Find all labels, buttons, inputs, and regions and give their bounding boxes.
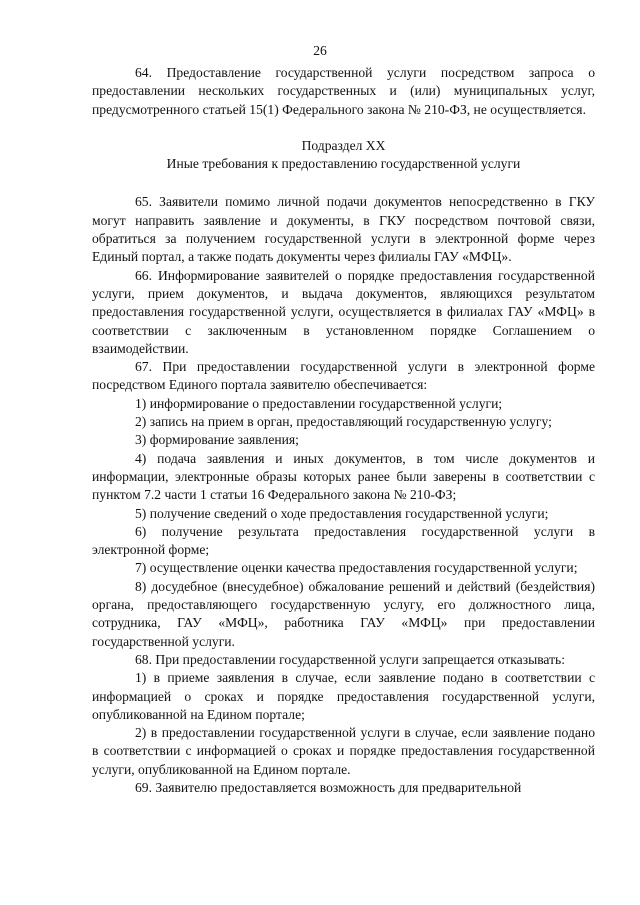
paragraph-68: 68. При предоставлении государственной услуги запрещается отказывать:	[135, 651, 566, 667]
list-item-67-5: 5) получение сведений о ходе предоставления государственной услуги;	[135, 505, 549, 521]
list-item-67-3: 3) формирование заявления;	[135, 432, 299, 448]
page-number: 26	[313, 43, 327, 58]
paragraph-69: 69. Заявителю предоставляется возможность для предварительной	[135, 779, 522, 795]
subsection-label: Подраздел XX	[301, 137, 386, 153]
paragraph-64: 64. Предоставление государственной услуги посредством запроса о предоставлении нескольких государственных и (или) муниципальных услуг, предусмотренного статьей 15(1) Федерального закона № 210-ФЗ, не осуществляется.	[92, 65, 595, 117]
document-body	[92, 64, 595, 797]
paragraph-65: 65. Заявители помимо личной подачи документов непосредственно в ГКУ могут направить заявление и документы, в ГКУ посредством почтовой связи, обратиться за получением государственной услуги в электронной форме через Единый портал, а также подать документы через филиалы ГАУ «МФЦ».	[92, 194, 595, 265]
list-item-67-6: 6) получение результата предоставления государственной услуги в электронной форме;	[92, 523, 595, 558]
paragraph-67: 67. При предоставлении государственной услуги в электронной форме посредством Единого портала заявителю обеспечивается:	[92, 359, 595, 393]
list-item-67-2: 2) запись на прием в орган, предоставляющий государственную услугу;	[135, 414, 552, 430]
paragraph-66: 66. Информирование заявителей о порядке предоставления государственной услуги, прием документов, и выдача документов, являющихся результатом предоставления государственной услуги, осуществляется в филиалах ГАУ «МФЦ» в соответствии с заключенным в установленном порядке Соглашением о взаимодействии.	[92, 267, 595, 356]
list-item-68-2: 2) в предоставлении государственной услуги в случае, если заявление подано в соответствии с информацией о сроках и порядке предоставления государственной услуги, опубликованной на Едином портале.	[92, 725, 595, 777]
list-item-68-1: 1) в приеме заявления в случае, если заявление подано в соответствии с информацией о сроках и порядке предоставления государственной услуги, опубликованной на Едином портале;	[92, 670, 595, 722]
list-item-67-7: 7) осуществление оценки качества предоставления государственной услуги;	[135, 560, 578, 576]
list-item-67-4: 4) подача заявления и иных документов, в том числе документов и информации, электронные образы которых ранее были заверены в соответствии с пунктом 7.2 части 1 статьи 16 Федерального закона № 210-ФЗ;	[92, 450, 595, 503]
list-item-67-8: 8) досудебное (внесудебное) обжалование решений и действий (бездействия) органа, предоставляющего государственную услугу, его должностного лица, сотрудника, ГАУ «МФЦ», работника ГАУ «МФЦ» при предоставлении государственной услуги.	[92, 578, 595, 649]
subsection-title: Иные требования к предоставлению государственной услуги	[166, 156, 521, 172]
list-item-67-1: 1) информирование о предоставлении государственной услуги;	[135, 395, 503, 411]
